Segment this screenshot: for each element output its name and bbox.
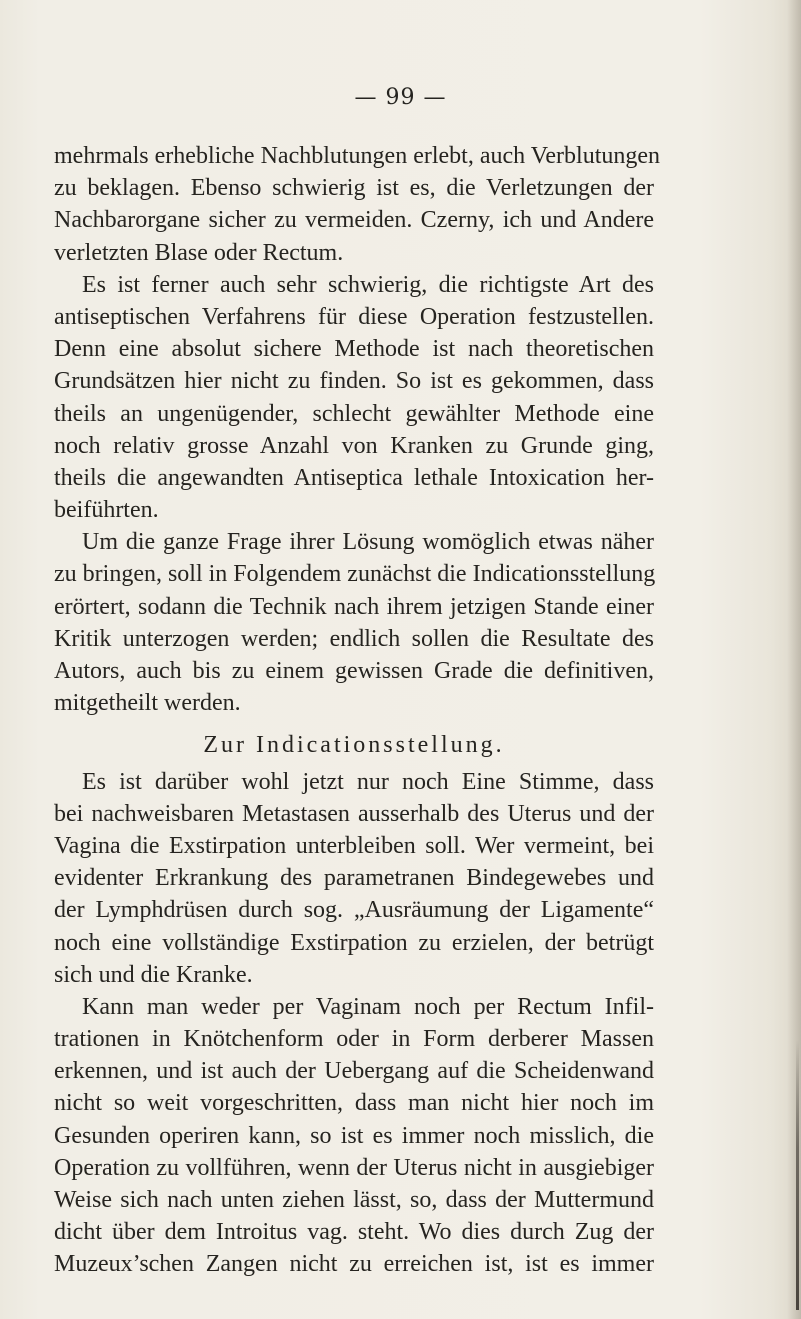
text-line: Es ist ferner auch sehr schwierig, die richtigste Art des [82,271,654,298]
text-line: noch eine vollständige Exstirpation zu erzielen, der betrügt [54,929,654,956]
section-heading: Zur Indicationsstellung. [203,732,505,759]
body-text [54,140,661,1281]
text-line: Operation zu vollführen, wenn der Uterus nicht in ausgiebiger [54,1154,654,1181]
text-line: Kann man weder per Vaginam noch per Rectum Infil- [82,993,654,1020]
text-line: erkennen, und ist auch der Uebergang auf die Scheidenwand [54,1058,654,1085]
text-line: Grundsätzen hier nicht zu finden. So ist es gekommen, dass [54,368,654,395]
text-line: evidenter Erkrankung des parametranen Bindegewebes und [54,865,654,892]
text-line: trationen in Knötchenform oder in Form derberer Massen [54,1026,654,1053]
text-line: zu beklagen. Ebenso schwierig ist es, die Verletzungen der [54,175,654,202]
text-line: beiführten. [54,497,159,524]
text-line: Autors, auch bis zu einem gewissen Grade die definitiven, [54,658,654,684]
text-line: theils an ungenügender, schlecht gewählter Methode eine [54,400,654,427]
text-line: noch relativ grosse Anzahl von Kranken zu Grunde ging, [54,432,654,459]
page-number-header: — 99 — [354,85,447,110]
text-line: antiseptischen Verfahrens für diese Operation festzustellen. [54,303,654,330]
binding-edge-mark [796,1040,799,1310]
text-line: der Lymphdrüsen durch sog. „Ausräumung der Ligamente“ [54,897,654,924]
text-line: erörtert, sodann die Technik nach ihrem jetzigen Stande einer [54,593,654,620]
text-line: bei nachweisbaren Metastasen ausserhalb des Uterus und der [54,800,654,827]
text-line: Es ist darüber wohl jetzt nur noch Eine Stimme, dass [82,768,654,795]
text-line: Weise sich nach unten ziehen lässt, so, dass der Muttermund [54,1187,654,1213]
text-line: Nachbarorgane sicher zu vermeiden. Czerny, ich und Andere [54,207,654,234]
text-line: mehrmals erhebliche Nachblutungen erlebt, auch Verblutungen [54,143,661,169]
text-line: Muzeux’schen Zangen nicht zu erreichen ist, ist es immer [54,1251,654,1278]
text-line: Kritik unterzogen werden; endlich sollen die Resultate des [54,625,654,652]
text-line: Denn eine absolut sichere Methode ist nach theoretischen [54,336,654,363]
text-line: nicht so weit vorgeschritten, dass man nicht hier noch im [54,1090,654,1117]
text-line: Um die ganze Frage ihrer Lösung womöglich etwas näher [82,529,654,556]
text-line: mitgetheilt werden. [54,690,241,717]
text-line: dicht über dem Introitus vag. steht. Wo dies durch Zug der [54,1219,654,1246]
text-line: Gesunden operiren kann, so ist es immer noch misslich, die [54,1122,654,1149]
text-line: Vagina die Exstirpation unterbleiben soll. Wer vermeint, bei [54,832,654,859]
text-line: sich und die Kranke. [54,961,253,988]
text-line: zu bringen, soll in Folgendem zunächst die Indicationsstellung [54,561,656,588]
text-line: verletzten Blase oder Rectum. [54,239,344,266]
text-line: theils die angewandten Antiseptica lethale Intoxication her- [54,464,654,491]
